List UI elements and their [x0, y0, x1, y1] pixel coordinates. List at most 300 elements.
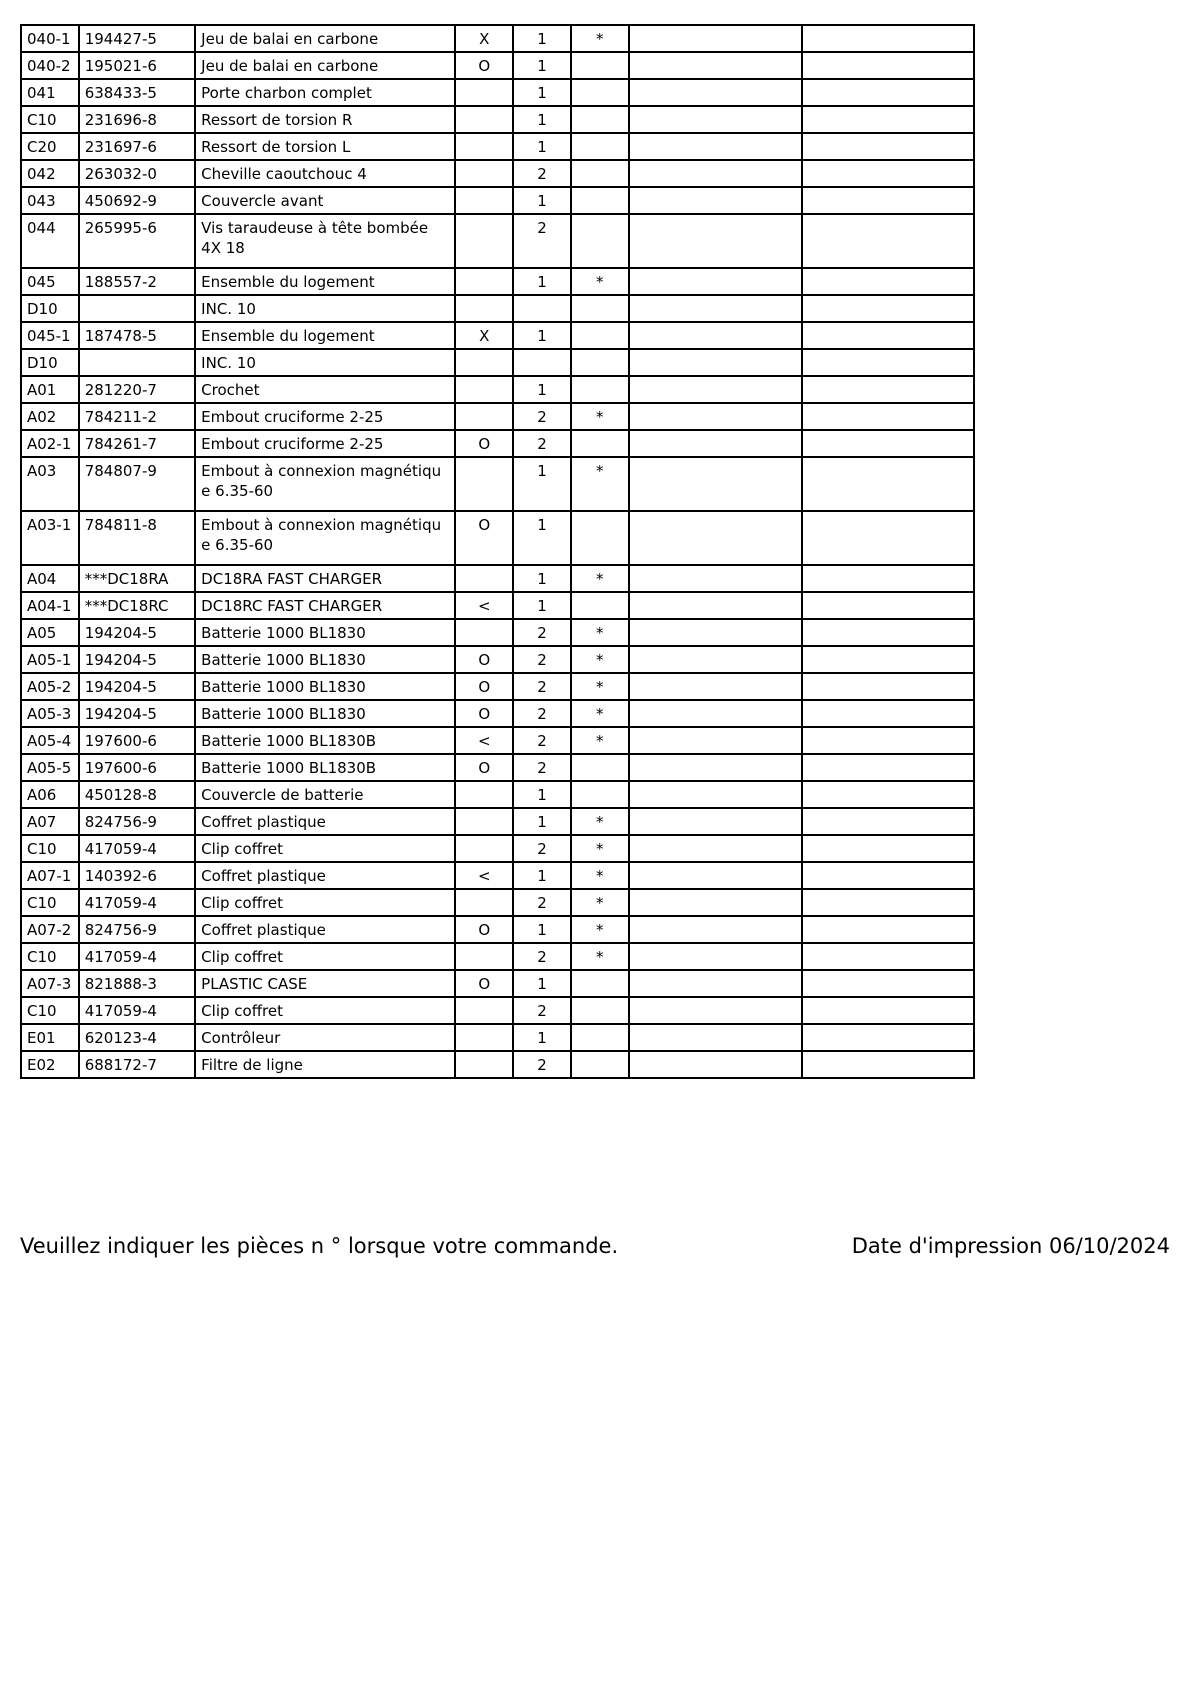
part-number-cell: ***DC18RA — [79, 565, 195, 592]
table-row — [21, 619, 974, 646]
blank-cell — [629, 133, 802, 160]
quantity-cell: 2 — [513, 943, 571, 970]
part-number-cell: 784807-9 — [79, 457, 195, 511]
part-number-cell: 194204-5 — [79, 619, 195, 646]
quantity-cell — [513, 295, 571, 322]
ref-cell: 045 — [21, 268, 79, 295]
mark-cell: O — [455, 700, 513, 727]
blank-cell — [629, 376, 802, 403]
table-row — [21, 430, 974, 457]
star-cell: * — [571, 25, 629, 52]
quantity-cell: 1 — [513, 268, 571, 295]
table-row — [21, 808, 974, 835]
quantity-cell: 1 — [513, 970, 571, 997]
ref-cell: A02-1 — [21, 430, 79, 457]
star-cell — [571, 376, 629, 403]
ref-cell: A06 — [21, 781, 79, 808]
part-number-cell: 824756-9 — [79, 808, 195, 835]
description-cell: Vis taraudeuse à tête bombée 4X 18 — [195, 214, 455, 268]
table-row — [21, 700, 974, 727]
description-cell: Clip coffret — [195, 997, 455, 1024]
mark-cell: O — [455, 970, 513, 997]
blank-cell — [802, 1051, 974, 1078]
blank-cell — [629, 349, 802, 376]
blank-cell — [629, 727, 802, 754]
part-number-cell: 194427-5 — [79, 25, 195, 52]
mark-cell — [455, 889, 513, 916]
table-row — [21, 376, 974, 403]
description-cell: Contrôleur — [195, 1024, 455, 1051]
description-cell: Batterie 1000 BL1830 — [195, 673, 455, 700]
quantity-cell: 1 — [513, 565, 571, 592]
blank-cell — [629, 1024, 802, 1051]
table-row — [21, 160, 974, 187]
description-cell: PLASTIC CASE — [195, 970, 455, 997]
ref-cell: A01 — [21, 376, 79, 403]
quantity-cell: 1 — [513, 1024, 571, 1051]
mark-cell — [455, 160, 513, 187]
ref-cell: A04-1 — [21, 592, 79, 619]
blank-cell — [629, 970, 802, 997]
table-row — [21, 106, 974, 133]
blank-cell — [629, 808, 802, 835]
blank-cell — [629, 52, 802, 79]
ref-cell: C20 — [21, 133, 79, 160]
star-cell — [571, 52, 629, 79]
blank-cell — [802, 349, 974, 376]
star-cell — [571, 754, 629, 781]
description-cell: Embout cruciforme 2-25 — [195, 403, 455, 430]
star-cell: * — [571, 619, 629, 646]
star-cell — [571, 592, 629, 619]
mark-cell — [455, 1024, 513, 1051]
description-cell: Ressort de torsion R — [195, 106, 455, 133]
mark-cell — [455, 997, 513, 1024]
table-row — [21, 781, 974, 808]
blank-cell — [629, 79, 802, 106]
quantity-cell: 1 — [513, 457, 571, 511]
blank-cell — [629, 511, 802, 565]
part-number-cell: 231696-8 — [79, 106, 195, 133]
ref-cell: 040-2 — [21, 52, 79, 79]
table-row — [21, 646, 974, 673]
quantity-cell — [513, 349, 571, 376]
star-cell: * — [571, 268, 629, 295]
mark-cell — [455, 943, 513, 970]
description-cell: Porte charbon complet — [195, 79, 455, 106]
table-row — [21, 835, 974, 862]
blank-cell — [629, 457, 802, 511]
ref-cell: C10 — [21, 997, 79, 1024]
table-row — [21, 295, 974, 322]
mark-cell: O — [455, 754, 513, 781]
quantity-cell: 2 — [513, 727, 571, 754]
table-row — [21, 1051, 974, 1078]
table-row — [21, 187, 974, 214]
part-number-cell: 194204-5 — [79, 700, 195, 727]
description-cell: Batterie 1000 BL1830 — [195, 619, 455, 646]
description-cell: Clip coffret — [195, 943, 455, 970]
star-cell — [571, 187, 629, 214]
description-cell: DC18RC FAST CHARGER — [195, 592, 455, 619]
table-row — [21, 970, 974, 997]
table-row — [21, 349, 974, 376]
description-cell: Clip coffret — [195, 835, 455, 862]
mark-cell — [455, 457, 513, 511]
mark-cell: O — [455, 52, 513, 79]
mark-cell — [455, 106, 513, 133]
mark-cell — [455, 79, 513, 106]
table-row — [21, 79, 974, 106]
blank-cell — [802, 835, 974, 862]
ref-cell: A03 — [21, 457, 79, 511]
blank-cell — [802, 295, 974, 322]
blank-cell — [629, 187, 802, 214]
part-number-cell: ***DC18RC — [79, 592, 195, 619]
print-date: Date d'impression 06/10/2024 — [851, 1234, 1170, 1258]
part-number-cell: 784211-2 — [79, 403, 195, 430]
table-row — [21, 1024, 974, 1051]
ref-cell: A07 — [21, 808, 79, 835]
order-note: Veuillez indiquer les pièces n ° lorsque votre commande. — [20, 1234, 619, 1258]
blank-cell — [629, 997, 802, 1024]
part-number-cell: 188557-2 — [79, 268, 195, 295]
blank-cell — [629, 754, 802, 781]
quantity-cell: 2 — [513, 619, 571, 646]
part-number-cell: 231697-6 — [79, 133, 195, 160]
part-number-cell: 195021-6 — [79, 52, 195, 79]
star-cell — [571, 1051, 629, 1078]
ref-cell: A04 — [21, 565, 79, 592]
blank-cell — [629, 430, 802, 457]
blank-cell — [802, 268, 974, 295]
mark-cell: < — [455, 727, 513, 754]
description-cell: Jeu de balai en carbone — [195, 52, 455, 79]
blank-cell — [802, 754, 974, 781]
part-number-cell: 265995-6 — [79, 214, 195, 268]
mark-cell: < — [455, 862, 513, 889]
blank-cell — [802, 214, 974, 268]
star-cell — [571, 349, 629, 376]
ref-cell: A05-3 — [21, 700, 79, 727]
quantity-cell: 2 — [513, 673, 571, 700]
blank-cell — [629, 565, 802, 592]
parts-table — [20, 24, 975, 1079]
blank-cell — [629, 592, 802, 619]
star-cell: * — [571, 646, 629, 673]
quantity-cell: 1 — [513, 781, 571, 808]
quantity-cell: 2 — [513, 160, 571, 187]
quantity-cell: 1 — [513, 52, 571, 79]
blank-cell — [629, 25, 802, 52]
blank-cell — [629, 1051, 802, 1078]
quantity-cell: 1 — [513, 511, 571, 565]
star-cell: * — [571, 889, 629, 916]
description-cell: Cheville caoutchouc 4 — [195, 160, 455, 187]
star-cell: * — [571, 673, 629, 700]
blank-cell — [802, 52, 974, 79]
part-number-cell: 197600-6 — [79, 727, 195, 754]
ref-cell: D10 — [21, 349, 79, 376]
ref-cell: A07-2 — [21, 916, 79, 943]
part-number-cell: 197600-6 — [79, 754, 195, 781]
ref-cell: 040-1 — [21, 25, 79, 52]
parts-table-body — [21, 25, 974, 1078]
blank-cell — [629, 160, 802, 187]
blank-cell — [629, 295, 802, 322]
blank-cell — [802, 457, 974, 511]
mark-cell: O — [455, 646, 513, 673]
star-cell: * — [571, 916, 629, 943]
description-cell: Couvercle avant — [195, 187, 455, 214]
part-number-cell: 417059-4 — [79, 835, 195, 862]
star-cell: * — [571, 862, 629, 889]
table-row — [21, 25, 974, 52]
mark-cell — [455, 835, 513, 862]
description-cell: Batterie 1000 BL1830B — [195, 727, 455, 754]
part-number-cell — [79, 349, 195, 376]
part-number-cell: 194204-5 — [79, 646, 195, 673]
blank-cell — [802, 106, 974, 133]
blank-cell — [802, 700, 974, 727]
part-number-cell — [79, 295, 195, 322]
quantity-cell: 2 — [513, 889, 571, 916]
ref-cell: A07-3 — [21, 970, 79, 997]
table-row — [21, 52, 974, 79]
mark-cell: O — [455, 673, 513, 700]
mark-cell — [455, 808, 513, 835]
ref-cell: E02 — [21, 1051, 79, 1078]
mark-cell — [455, 268, 513, 295]
part-number-cell: 187478-5 — [79, 322, 195, 349]
quantity-cell: 1 — [513, 862, 571, 889]
quantity-cell: 1 — [513, 106, 571, 133]
blank-cell — [629, 268, 802, 295]
mark-cell: O — [455, 430, 513, 457]
star-cell: * — [571, 565, 629, 592]
star-cell — [571, 970, 629, 997]
quantity-cell: 1 — [513, 808, 571, 835]
blank-cell — [802, 889, 974, 916]
blank-cell — [802, 592, 974, 619]
blank-cell — [802, 322, 974, 349]
ref-cell: A05-4 — [21, 727, 79, 754]
description-cell: Coffret plastique — [195, 808, 455, 835]
blank-cell — [802, 1024, 974, 1051]
quantity-cell: 2 — [513, 403, 571, 430]
description-cell: Coffret plastique — [195, 916, 455, 943]
part-number-cell: 450128-8 — [79, 781, 195, 808]
description-cell: Crochet — [195, 376, 455, 403]
description-cell: Couvercle de batterie — [195, 781, 455, 808]
ref-cell: A05-2 — [21, 673, 79, 700]
description-cell: DC18RA FAST CHARGER — [195, 565, 455, 592]
mark-cell — [455, 376, 513, 403]
parts-list — [20, 24, 975, 1079]
ref-cell: C10 — [21, 106, 79, 133]
part-number-cell: 784261-7 — [79, 430, 195, 457]
quantity-cell: 2 — [513, 997, 571, 1024]
star-cell — [571, 79, 629, 106]
quantity-cell: 2 — [513, 214, 571, 268]
part-number-cell: 784811-8 — [79, 511, 195, 565]
blank-cell — [802, 511, 974, 565]
blank-cell — [802, 619, 974, 646]
part-number-cell: 638433-5 — [79, 79, 195, 106]
blank-cell — [802, 430, 974, 457]
quantity-cell: 1 — [513, 25, 571, 52]
blank-cell — [802, 970, 974, 997]
blank-cell — [802, 727, 974, 754]
table-row — [21, 592, 974, 619]
part-number-cell: 194204-5 — [79, 673, 195, 700]
ref-cell: C10 — [21, 835, 79, 862]
blank-cell — [802, 25, 974, 52]
description-cell: INC. 10 — [195, 295, 455, 322]
star-cell: * — [571, 835, 629, 862]
table-row — [21, 214, 974, 268]
star-cell — [571, 322, 629, 349]
quantity-cell: 1 — [513, 592, 571, 619]
quantity-cell: 1 — [513, 187, 571, 214]
description-cell: Embout à connexion magnétiqu e 6.35-60 — [195, 457, 455, 511]
blank-cell — [629, 781, 802, 808]
description-cell: Embout cruciforme 2-25 — [195, 430, 455, 457]
blank-cell — [802, 916, 974, 943]
mark-cell — [455, 1051, 513, 1078]
ref-cell: 042 — [21, 160, 79, 187]
mark-cell — [455, 295, 513, 322]
blank-cell — [629, 943, 802, 970]
ref-cell: 041 — [21, 79, 79, 106]
description-cell: Clip coffret — [195, 889, 455, 916]
mark-cell: X — [455, 25, 513, 52]
ref-cell: C10 — [21, 943, 79, 970]
ref-cell: 043 — [21, 187, 79, 214]
ref-cell: E01 — [21, 1024, 79, 1051]
star-cell: * — [571, 808, 629, 835]
star-cell: * — [571, 403, 629, 430]
description-cell: Ensemble du logement — [195, 322, 455, 349]
quantity-cell: 2 — [513, 835, 571, 862]
blank-cell — [629, 889, 802, 916]
ref-cell: A05-1 — [21, 646, 79, 673]
ref-cell: 045-1 — [21, 322, 79, 349]
ref-cell: A02 — [21, 403, 79, 430]
table-row — [21, 862, 974, 889]
blank-cell — [629, 862, 802, 889]
star-cell — [571, 214, 629, 268]
quantity-cell: 1 — [513, 916, 571, 943]
table-row — [21, 565, 974, 592]
blank-cell — [629, 106, 802, 133]
blank-cell — [802, 133, 974, 160]
mark-cell: X — [455, 322, 513, 349]
ref-cell: C10 — [21, 889, 79, 916]
star-cell: * — [571, 700, 629, 727]
star-cell: * — [571, 727, 629, 754]
description-cell: Ensemble du logement — [195, 268, 455, 295]
table-row — [21, 673, 974, 700]
ref-cell: 044 — [21, 214, 79, 268]
blank-cell — [629, 619, 802, 646]
star-cell: * — [571, 943, 629, 970]
part-number-cell: 263032-0 — [79, 160, 195, 187]
part-number-cell: 824756-9 — [79, 916, 195, 943]
part-number-cell: 281220-7 — [79, 376, 195, 403]
star-cell — [571, 160, 629, 187]
quantity-cell: 2 — [513, 646, 571, 673]
blank-cell — [802, 160, 974, 187]
mark-cell — [455, 565, 513, 592]
star-cell — [571, 133, 629, 160]
ref-cell: A05 — [21, 619, 79, 646]
table-row — [21, 268, 974, 295]
table-row — [21, 916, 974, 943]
blank-cell — [802, 646, 974, 673]
mark-cell — [455, 214, 513, 268]
blank-cell — [802, 808, 974, 835]
quantity-cell: 1 — [513, 133, 571, 160]
star-cell: * — [571, 457, 629, 511]
star-cell — [571, 1024, 629, 1051]
star-cell — [571, 295, 629, 322]
mark-cell — [455, 187, 513, 214]
blank-cell — [802, 403, 974, 430]
description-cell: Batterie 1000 BL1830 — [195, 700, 455, 727]
blank-cell — [802, 673, 974, 700]
part-number-cell: 417059-4 — [79, 889, 195, 916]
blank-cell — [802, 943, 974, 970]
part-number-cell: 620123-4 — [79, 1024, 195, 1051]
table-row — [21, 943, 974, 970]
table-row — [21, 754, 974, 781]
ref-cell: D10 — [21, 295, 79, 322]
star-cell — [571, 511, 629, 565]
mark-cell: < — [455, 592, 513, 619]
mark-cell — [455, 781, 513, 808]
table-row — [21, 322, 974, 349]
ref-cell: A07-1 — [21, 862, 79, 889]
quantity-cell: 2 — [513, 700, 571, 727]
description-cell: Coffret plastique — [195, 862, 455, 889]
mark-cell — [455, 133, 513, 160]
star-cell — [571, 430, 629, 457]
part-number-cell: 688172-7 — [79, 1051, 195, 1078]
blank-cell — [629, 673, 802, 700]
description-cell: INC. 10 — [195, 349, 455, 376]
table-row — [21, 457, 974, 511]
part-number-cell: 417059-4 — [79, 997, 195, 1024]
blank-cell — [802, 79, 974, 106]
blank-cell — [802, 187, 974, 214]
description-cell: Jeu de balai en carbone — [195, 25, 455, 52]
table-row — [21, 727, 974, 754]
blank-cell — [802, 376, 974, 403]
ref-cell: A05-5 — [21, 754, 79, 781]
blank-cell — [802, 997, 974, 1024]
blank-cell — [802, 565, 974, 592]
blank-cell — [629, 835, 802, 862]
table-row — [21, 997, 974, 1024]
part-number-cell: 140392-6 — [79, 862, 195, 889]
description-cell: Filtre de ligne — [195, 1051, 455, 1078]
part-number-cell: 450692-9 — [79, 187, 195, 214]
ref-cell: A03-1 — [21, 511, 79, 565]
table-row — [21, 403, 974, 430]
blank-cell — [802, 862, 974, 889]
star-cell — [571, 106, 629, 133]
